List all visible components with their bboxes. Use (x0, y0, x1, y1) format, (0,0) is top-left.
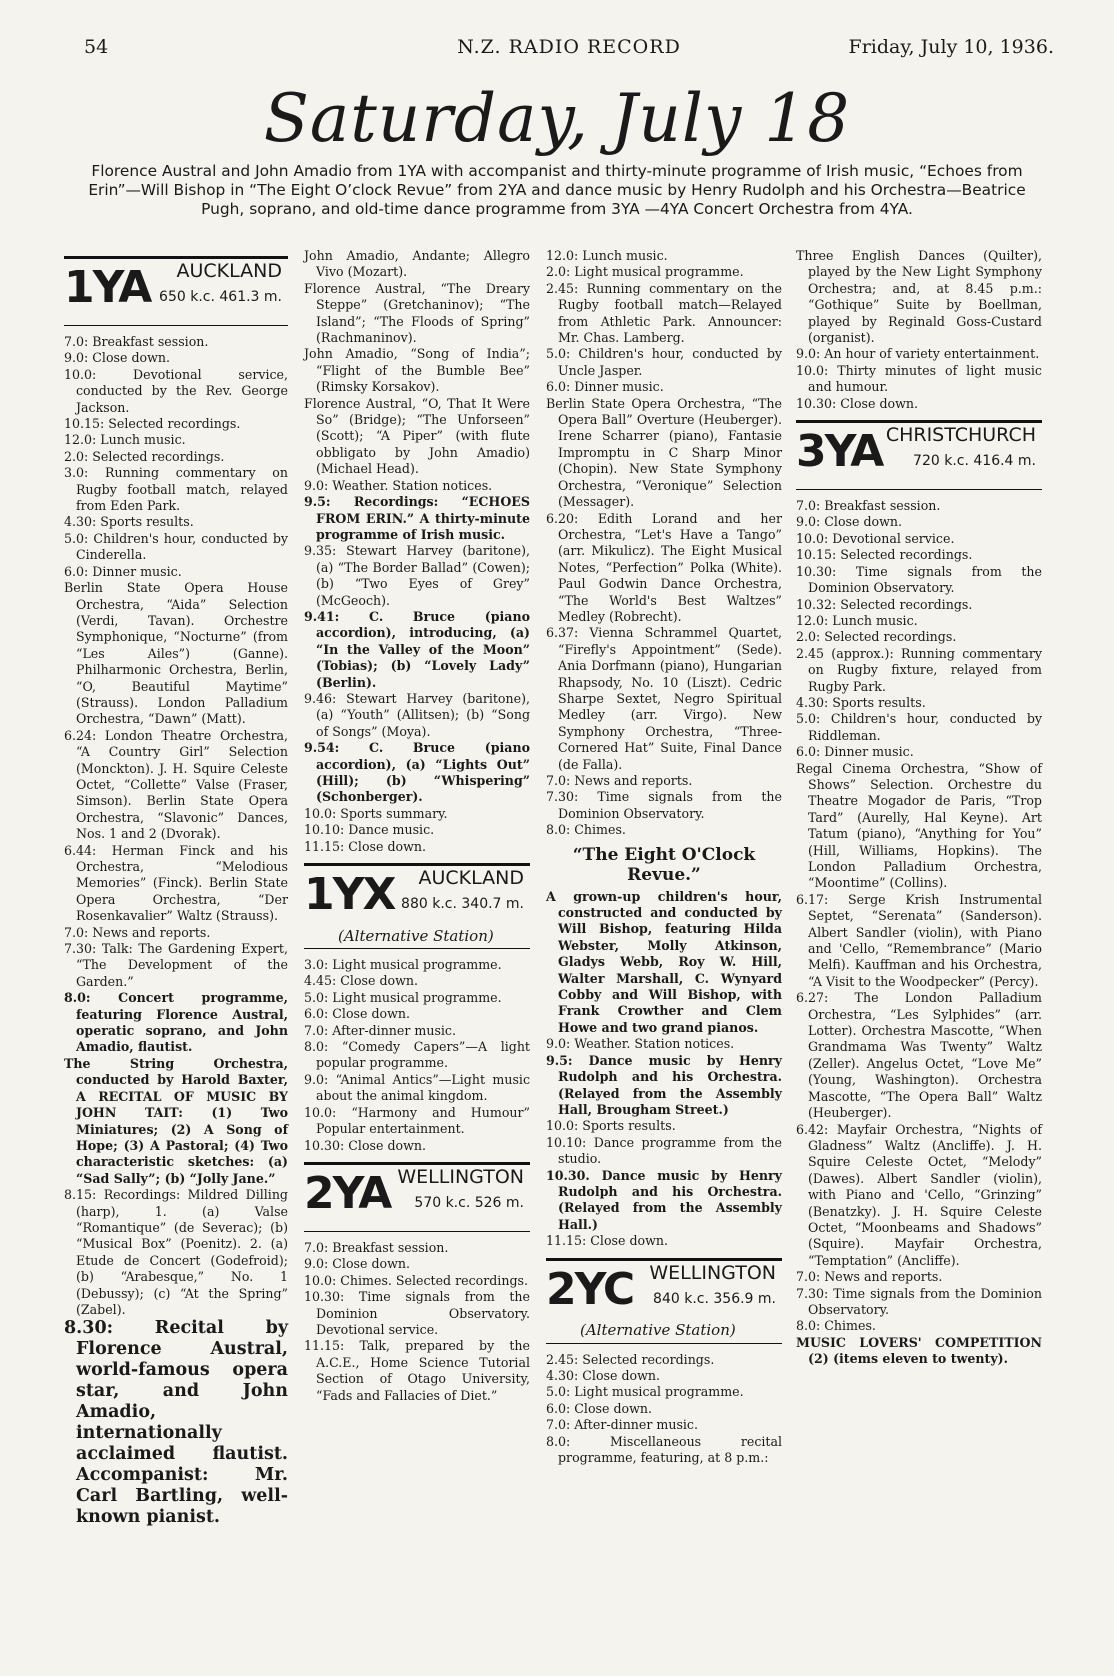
programme-item: 10.15: Selected recordings. (64, 416, 241, 432)
programme-item: 2.0: Selected recordings. (64, 448, 225, 464)
programme-item: 7.0: News and reports. (796, 1269, 943, 1285)
page-title: Saturday, July 18 (263, 80, 851, 157)
programme-item: 10.32: Selected recordings. (796, 596, 973, 612)
programme-item: 2.45 (approx.): Running commentary on Rugby fixture, relayed from Rugby Park. (796, 645, 1042, 694)
station-call-sign: 2YC (546, 1263, 634, 1315)
programme-item: 9.0: Close down. (304, 1256, 410, 1272)
programme-item: 6.27: The London Palladium Orchestra, “Les Sylphides” (arr. Lotter). Orchestra Mascotte, “When Grandmama Was Twenty” Waltz (Zeller). Angelus Octet, “Love Me” (Young, Washington). Orchestra Mascotte, “The Opera Ball” Waltz (Heuberger). (796, 990, 1042, 1121)
programme-item: The String Orchestra, conducted by Harold Baxter, A RECITAL OF MUSIC BY JOHN TAIT: (1) Two Miniatures; (2) A Song of Hope; (3) A Pastoral; (4) Two characteristic sketches: (a) “Sad Sally”; (b) “Jolly Jane.” (64, 1055, 288, 1186)
programme-item: 6.24: London Theatre Orchestra, “A Country Girl” Selection (Monckton). J. H. Squire Celeste Octet, “Collette” Valse (Fraser, Simson). Berlin State Opera Orchestra, “Slavonic” Dances, Nos. 1 and 2 (Dvorak). (64, 727, 288, 842)
programme-item: 12.0: Lunch music. (796, 612, 918, 628)
programme-item: Three English Dances (Quilter), played by the New Light Symphony Orchestra; and, at 8.45 p.m.: “Gothique” Suite by Boellman, played by Reginald Goss-Custard (organist). (796, 248, 1042, 346)
station-call-sign: 2YA (304, 1167, 391, 1219)
programme-item: 9.0: Close down. (796, 514, 902, 530)
programme-item: 11.15: Close down. (546, 1233, 669, 1249)
revue-heading: “The Eight O'Clock Revue.” (572, 844, 756, 885)
programme-item: 9.0: Weather. Station notices. (546, 1036, 735, 1052)
station-city: AUCKLAND (176, 260, 282, 282)
page-number: 54 (84, 36, 109, 58)
programme-item: 7.0: After-dinner music. (546, 1417, 698, 1433)
programme-item: 6.0: Close down. (546, 1400, 652, 1416)
publication-title: N.Z. RADIO RECORD (457, 36, 681, 58)
station-1yx-header (304, 863, 530, 949)
programme-list-1ya-continued (304, 248, 530, 855)
page-header (84, 36, 1054, 62)
programme-item: 5.0: Children's hour, conducted by Riddleman. (796, 711, 1042, 743)
programme-item: 8.0: Miscellaneous recital programme, featuring, at 8 p.m.: (546, 1433, 782, 1465)
programme-item: 10.10: Dance music. (304, 822, 435, 838)
programme-item: 2.45: Running commentary on the Rugby football match—Relayed from Athletic Park. Announcer: Mr. Chas. Lamberg. (546, 280, 782, 346)
programme-item: 5.0: Light musical programme. (546, 1384, 744, 1400)
programme-item: 10.15: Selected recordings. (796, 547, 973, 563)
programme-item: 9.0: Close down. (64, 350, 170, 366)
station-city: AUCKLAND (418, 867, 524, 890)
programme-item: 7.0: Breakfast session. (64, 334, 209, 349)
column-4 (796, 248, 1042, 1368)
programme-item: 10.30: Close down. (304, 1137, 427, 1153)
station-city: WELLINGTON (649, 1261, 776, 1284)
station-call-sign: 1YA (64, 262, 151, 313)
programme-item: 8.0: Chimes. (546, 822, 626, 838)
programme-list-1ya (64, 334, 288, 1528)
programme-item: 7.0: News and reports. (64, 924, 211, 940)
station-call-sign: 1YX (304, 869, 395, 921)
column-1 (64, 248, 288, 1528)
programme-item: 7.0: News and reports. (546, 773, 693, 788)
programme-item: 3.0: Running commentary on Rugby football match, relayed from Eden Park. (64, 465, 288, 514)
programme-item: 9.46: Stewart Harvey (baritone), (a) “Youth” (Allitsen); (b) “Song of Songs” (Moya). (304, 690, 530, 739)
programme-item: 7.30: Talk: The Gardening Expert, “The Development of the Garden.” (64, 941, 288, 989)
programme-list-1yx (304, 957, 530, 1154)
programme-item: 3.0: Light musical programme. (304, 957, 502, 973)
programme-item: 2.45: Selected recordings. (546, 1351, 715, 1367)
programme-item: 5.0: Children's hour, conducted by Uncle Jasper. (546, 346, 782, 378)
programme-item: 5.0: Children's hour, conducted by Cinderella. (64, 530, 288, 563)
station-call-sign: 3YA (796, 426, 883, 478)
programme-list-2yc (546, 1352, 782, 1467)
column-3 (546, 248, 782, 1466)
programme-item: 4.30: Sports results. (64, 514, 194, 530)
programme-item: 6.42: Mayfair Orchestra, “Nights of Gladness” Waltz (Ancliffe). J. H. Squire Celeste Octet, “Melody” (Dawes). Albert Sandler (violin), with Piano and 'Cello, “Grinzing” (Benatzky). J. H. Squire Celeste Octet, “Moonbeams and Shadows” (Squire). Mayfair Orchestra, “Temptation” (Ancliffe). (796, 1121, 1042, 1268)
programme-item: Regal Cinema Orchestra, “Show of Shows” Selection. Orchestre du Theatre Mogador de Paris, “Trop Tard” (Aurelly, Hal Keyne). Art Tatum (piano), “Anything for You” (Hill, Williams, Hopkins). The London Palladium Orchestra, “Moontime” (Collins). (796, 760, 1042, 891)
programme-item: 6.20: Edith Lorand and her Orchestra, “Let's Have a Tango” (arr. Mikulicz). The Eight Musical Notes, “Perfection” Polka (White). Paul Godwin Dance Orchestra, “The World's Best Waltzes” Medley (Robrecht). (546, 510, 782, 624)
station-city: CHRISTCHURCH (885, 424, 1036, 447)
programme-list-2ya-evening (546, 889, 782, 1250)
programme-item: 6.0: Close down. (304, 1006, 410, 1022)
programme-item: 10.0: “Harmony and Humour” Popular entertainment. (304, 1104, 530, 1137)
programme-item: 7.0: Breakfast session. (304, 1239, 449, 1255)
programme-item: Berlin State Opera House Orchestra, “Aida” Selection (Verdi, Tavan). Orchestre Symphonique, “Nocturne” (from “Les Ailes”) (Ganne). Philharmonic Orchestra, Berlin, “O, Beautiful Maytime” (Strauss). London Palladium Orchestra, “Dawn” (Matt). (64, 580, 288, 727)
programme-item: John Amadio, Andante; Allegro Vivo (Mozart). (304, 248, 530, 280)
programme-item: 8.15: Recordings: Mildred Dilling (harp), 1. (a) Valse “Romantique” (de Severac); (b) “Musical Box” (Poenitz). 2. (a) Etude de Concert (Godefroid); (b) “Arabesque,” No. 1 (Debussy); (c) “At the Spring” (Zabel). (64, 1187, 288, 1317)
programme-item: 6.0: Dinner music. (64, 563, 182, 579)
programme-item: 11.15: Close down. (304, 838, 427, 854)
programme-item: 12.0: Lunch music. (546, 248, 668, 263)
programme-item: 10.0: Sports results. (546, 1118, 676, 1134)
intro-paragraph: Florence Austral and John Amadio from 1YA with accompanist and thirty-minute programme of Irish music, “Echoes from Erin”—Will Bishop in “The Eight O’clock Revue” from 2YA and dance music by Henry Rudolph and his Orchestra—Beatrice Pugh, soprano, and old-time dance programme from 3YA —4YA Concert Orchestra from 4YA. (88, 162, 1026, 218)
programme-item: John Amadio, “Song of India”; “Flight of the Bumble Bee” (Rimsky Korsakov). (304, 346, 530, 395)
programme-item: Berlin State Opera Orchestra, “The Opera Ball” Overture (Heuberger). Irene Scharrer (piano), Fantasie Impromptu in C Sharp Minor (Chopin). New State Symphony Orchestra, “Veronique” Selection (Messager). (546, 395, 782, 510)
programme-item: 9.5: Recordings: “ECHOES FROM ERIN.” A thirty-minute programme of Irish music. (304, 494, 530, 542)
programme-item: 9.35: Stewart Harvey (baritone), (a) “The Border Ballad” (Cowen); (b) “Two Eyes of Grey” (McGeoch). (304, 543, 530, 608)
station-frequency: 650 k.c. 461.3 m. (159, 289, 282, 305)
programme-item: 8.0: Chimes. (796, 1318, 876, 1334)
programme-item: Florence Austral, “O, That It Were So” (Bridge); “The Unforseen” (Scott); “A Piper” (with flute obbligato by John Amadio) (Michael Head). (304, 395, 530, 477)
programme-item: Florence Austral, “The Dreary Steppe” (Gretchaninov); “The Island”; “The Floods of Spring” (Rachmaninov). (304, 280, 530, 346)
programme-item: 4.30: Sports results. (796, 694, 926, 710)
programme-item: 8.0: Concert programme, featuring Florence Austral, operatic soprano, and John Amadio, flautist. (64, 990, 288, 1055)
programme-item: 6.17: Serge Krish Instrumental Septet, “Serenata” (Sanderson). Albert Sandler (violin), with Piano and 'Cello, “Remembrance” (Mario Melfi). Kauffman and his Orchestra, “A Visit to the Woodpecker” (Percy). (796, 891, 1042, 989)
programme-item: 9.5: Dance music by Henry Rudolph and his Orchestra. (Relayed from the Assembly Hall, Brougham Street.) (546, 1052, 782, 1117)
programme-item: A grown-up children's hour, constructed and conducted by Will Bishop, featuring Hilda Webster, Molly Atkinson, Gladys Webb, Roy W. Hill, Walter Marshall, C. Wynyard Cobby and Will Bishop, with Frank Crowther and Clem Howe and two grand pianos. (546, 888, 782, 1035)
programme-item: 6.0: Dinner music. (546, 379, 664, 395)
programme-item: 7.30: Time signals from the Dominion Observatory. (796, 1285, 1042, 1317)
programme-item: 6.0: Dinner music. (796, 744, 914, 760)
column-2 (304, 248, 530, 1404)
station-2yc-header (546, 1258, 782, 1344)
station-city: WELLINGTON (397, 1165, 524, 1188)
programme-item: 10.0: Sports summary. (304, 805, 448, 821)
programme-item: 10.30: Time signals from the Dominion Observatory. (796, 563, 1042, 596)
station-alternative-label: (Alternative Station) (338, 926, 494, 945)
programme-item: 5.0: Light musical programme. (304, 989, 502, 1005)
programme-list-3ya (796, 498, 1042, 1368)
issue-date: Friday, July 10, 1936. (848, 36, 1054, 58)
station-3ya-header (796, 420, 1042, 490)
station-alternative-label: (Alternative Station) (580, 1321, 736, 1340)
programme-item: 10.30. Dance music by Henry Rudolph and his Orchestra. (Relayed from the Assembly Hall.) (546, 1167, 782, 1232)
station-frequency: 840 k.c. 356.9 m. (653, 1290, 776, 1307)
station-frequency: 720 k.c. 416.4 m. (913, 453, 1036, 470)
programme-item: 9.41: C. Bruce (piano accordion), introducing, (a) “In the Valley of the Moon” (Tobias); (b) “Lovely Lady” (Berlin). (304, 608, 530, 690)
programme-item: 7.0: Breakfast session. (796, 498, 941, 514)
programme-item: 10.0: Thirty minutes of light music and humour. (796, 362, 1042, 395)
programme-item: 9.0: Weather. Station notices. (304, 477, 493, 493)
programme-item: 10.10: Dance programme from the studio. (546, 1134, 782, 1167)
programme-item: 6.37: Vienna Schrammel Quartet, “Firefly's Appointment” (Sede). Ania Dorfmann (piano), Hungarian Rhapsody, No. 10 (Liszt). Cedric Sharpe Sextet, Negro Spiritual Medley (arr. Virgo). New Symphony Orchestra, “Three-Cornered Hat” Suite, Final Dance (de Falla). (546, 625, 782, 772)
programme-item: 7.30: Time signals from the Dominion Observatory. (546, 789, 782, 821)
programme-item: 4.45: Close down. (304, 973, 418, 989)
programme-item: 8.0: “Comedy Capers”—A light popular programme. (304, 1039, 530, 1071)
programme-item: 11.15: Talk, prepared by the A.C.E., Home Science Tutorial Section of Otago University, “Fads and Fallacies of Diet.” (304, 1338, 530, 1403)
programme-item: 10.0: Chimes. Selected recordings. (304, 1272, 528, 1288)
programme-item: 9.54: C. Bruce (piano accordion), (a) “Lights Out” (Hill); (b) “Whispering” (Schonberger). (304, 740, 530, 805)
station-frequency: 880 k.c. 340.7 m. (401, 896, 524, 913)
station-1ya-header (64, 256, 288, 326)
programme-item: MUSIC LOVERS' COMPETITION (2) (items eleven to twenty). (796, 1334, 1042, 1367)
programme-item: 10.0: Devotional service, conducted by the Rev. George Jackson. (64, 366, 288, 415)
programme-list-2ya-continued (546, 248, 782, 839)
programme-item: 10.0: Devotional service. (796, 530, 955, 546)
programme-item: 6.44: Herman Finck and his Orchestra, “Melodious Memories” (Finck). Berlin State Opera Orchestra, “Der Rosenkavalier” Waltz (Strauss). (64, 842, 288, 924)
station-2ya-header (304, 1162, 530, 1232)
programme-item: 10.30: Close down. (796, 395, 919, 411)
programme-item: 4.30: Close down. (546, 1367, 660, 1383)
programme-list-2ya (304, 1240, 530, 1404)
programme-item: 10.30: Time signals from the Dominion Observatory. Devotional service. (304, 1289, 530, 1337)
programme-item: 9.0: “Animal Antics”—Light music about the animal kingdom. (304, 1071, 530, 1104)
programme-item: 7.0: After-dinner music. (304, 1022, 456, 1038)
programme-list-2yc-continued (796, 248, 1042, 412)
programme-item: 12.0: Lunch music. (64, 432, 186, 448)
station-frequency: 570 k.c. 526 m. (414, 1194, 524, 1211)
programme-item: 2.0: Light musical programme. (546, 264, 744, 280)
programme-item: 8.30: Recital by Florence Austral, world-famous opera star, and John Amadio, internationally acclaimed flautist. Accompanist: Mr. Carl Bartling, well-known pianist. (64, 1318, 288, 1528)
programme-item: 9.0: An hour of variety entertainment. (796, 346, 1040, 362)
programme-item: 2.0: Selected recordings. (796, 629, 957, 645)
